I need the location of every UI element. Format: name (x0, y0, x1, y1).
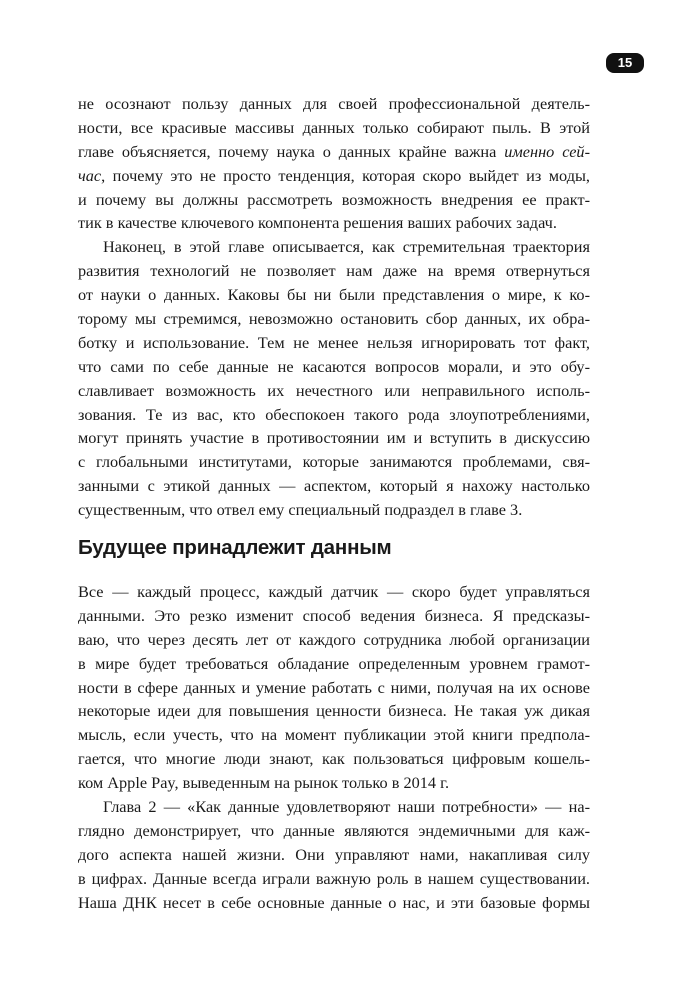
text-line: существенным, что отвел ему специальный подраздел в главе 3. (78, 500, 523, 520)
text-line: Глава 2 — «Как данные удовлетворяют наши потребности» — на- (103, 797, 590, 817)
text-line: от науки о данных. Каковы бы ни были представления о мире, к ко- (78, 285, 590, 305)
text-line: Наконец, в этой главе описывается, как стремительная траектория (103, 237, 590, 257)
text-line: час, почему это не просто тенденция, которая скоро выйдет из моды, (78, 165, 590, 185)
text-line: славливает возможность их нечестного или неправильного исполь- (78, 380, 590, 400)
text-line: ваю, что через десять лет от каждого сотрудника любой организации (78, 629, 590, 649)
text-line: ности в сфере данных и умение работать с ними, получая на их основе (78, 677, 590, 697)
text-line: ком Apple Pay, выведенным на рынок только в 2014 г. (78, 773, 450, 793)
text-line: главе объясняется, почему наука о данных крайне важна именно сей- (78, 141, 590, 161)
page-number: 15 (606, 53, 644, 73)
text-line: Наша ДНК несет в себе основные данные о нас, и эти базовые формы (78, 892, 590, 912)
body-text-block-1 (78, 92, 590, 522)
text-line: торому мы стремимся, невозможно остановить сбор данных, их обра- (78, 309, 590, 329)
text-line: с глобальными институтами, которые занимаются проблемами, свя- (78, 452, 590, 472)
text-line: в мире будет требоваться обладание определенным уровнем грамот- (78, 653, 590, 673)
text-line: данными. Это резко изменит способ ведения бизнеса. Я предсказы- (78, 605, 590, 625)
text-line: дого аспекта нашей жизни. Они управляют нами, накапливая силу (78, 844, 590, 864)
text-line: глядно демонстрирует, что данные являются эндемичными для каж- (78, 820, 590, 840)
text-line: могут принять участие в противостоянии им и вступить в дискуссию (78, 428, 590, 448)
text-line: в цифрах. Данные всегда играли важную роль в нашем существовании. (78, 868, 590, 888)
text-line: ботку и использование. Тем не менее нельзя игнорировать тот факт, (78, 332, 590, 352)
text-line: гается, что многие люди знают, как пользоваться цифровым кошель- (78, 749, 590, 769)
text-line: и почему вы должны рассмотреть возможность внедрения ее практ- (78, 189, 590, 209)
text-line: зования. Те из вас, кто обеспокоен такого рода злоупотреблениями, (78, 404, 590, 424)
text-line: тик в качестве ключевого компонента решения ваших рабочих задач. (78, 213, 557, 233)
text-line: не осознают пользу данных для своей профессиональной деятель- (78, 94, 590, 113)
text-line: занными с этикой данных — аспектом, который я нахожу настолько (78, 476, 590, 496)
section-heading: Будущее принадлежит данным (78, 536, 392, 559)
text-line: что сами по себе данные не касаются вопросов морали, и это обу- (78, 356, 590, 376)
body-text-block-2 (78, 580, 590, 914)
text-line: мысль, если учесть, что на момент публикации этой книги предпола- (78, 725, 590, 745)
text-line: Все — каждый процесс, каждый датчик — скоро будет управляться (78, 582, 590, 601)
text-line: ности, все красивые массивы данных только собирают пыль. В этой (78, 117, 590, 137)
text-line: некоторые идеи для повышения ценности бизнеса. Не такая уж дикая (78, 701, 590, 721)
text-line: развития технологий не позволяет нам даже на время отвернуться (78, 261, 590, 281)
